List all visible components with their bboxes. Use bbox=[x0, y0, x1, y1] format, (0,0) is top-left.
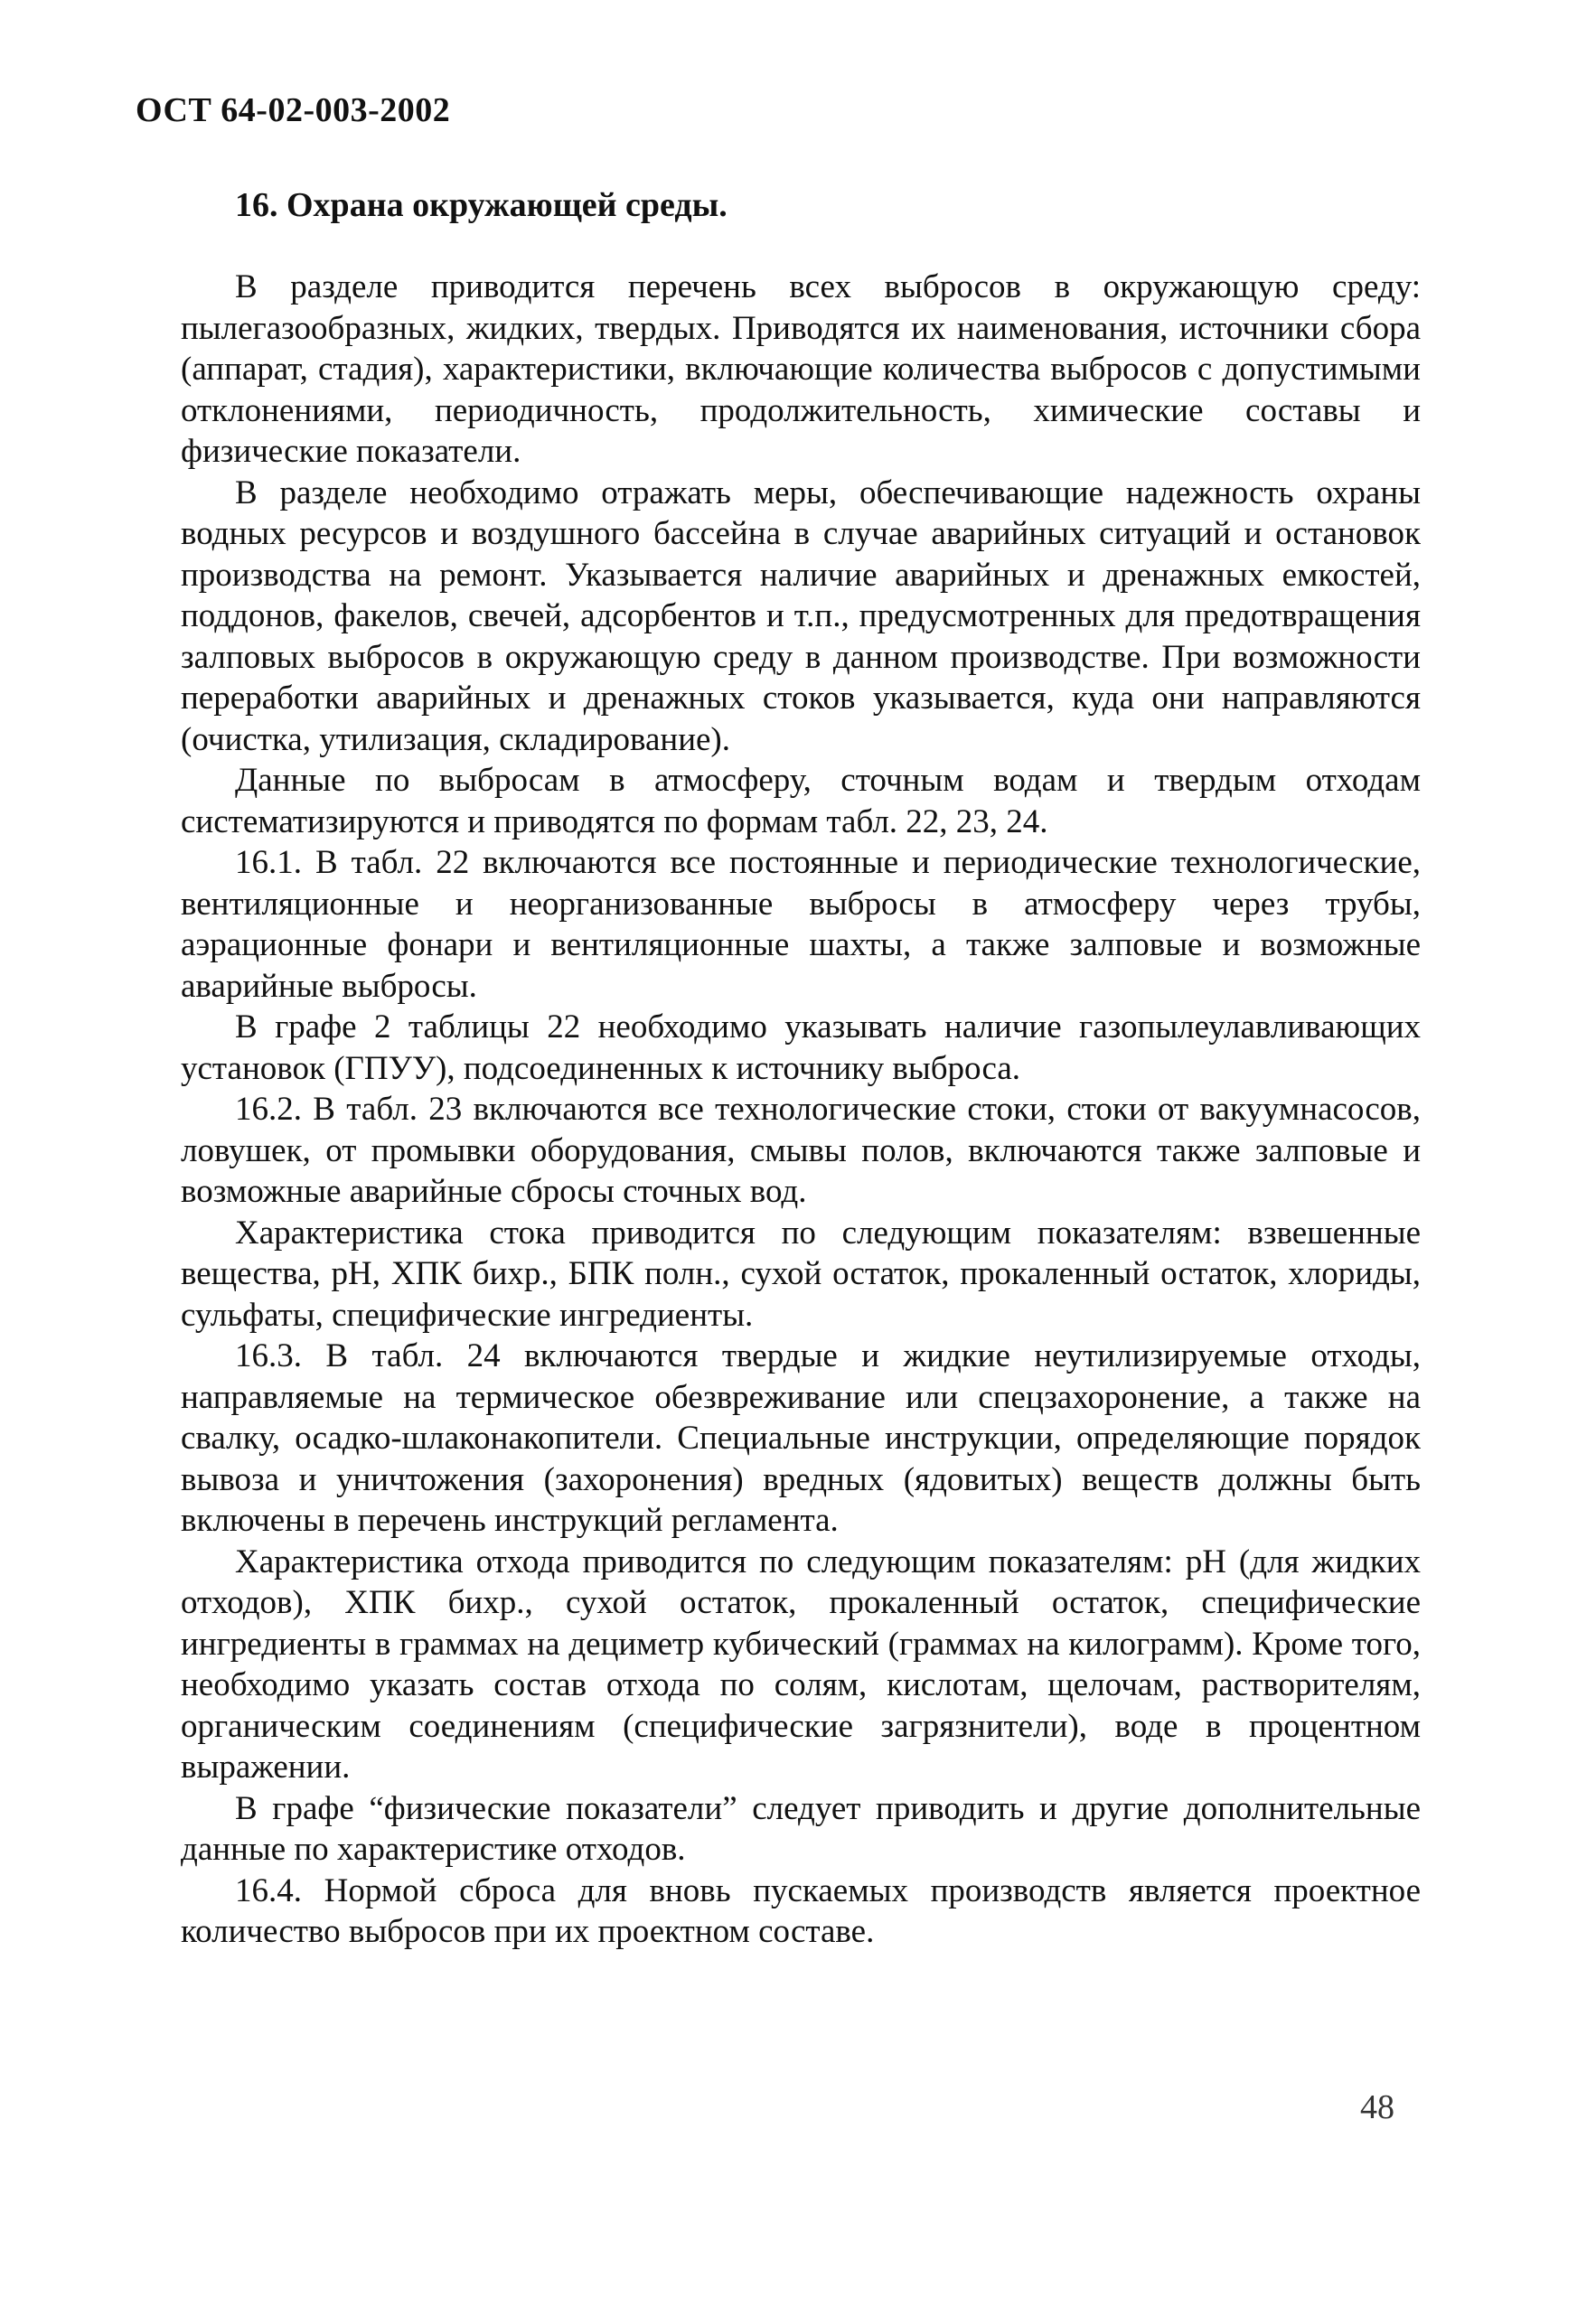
paragraph-effluent-characteristics: Характеристика стока приводится по следующим показателям: взвешенные вещества, pH, ХПК бихр., БПК полн., сухой остаток, прокаленный остаток, хлориды, сульфаты, специфические ингредиенты. bbox=[181, 1214, 1421, 1334]
paragraph-protection-measures: В разделе необходимо отражать меры, обеспечивающие надежность охраны водных ресурсов и воздушного бассейна в случае аварийных ситуаций и остановок производства на ремонт. Указывается наличие аварийных и дренажных емкостей, поддонов, факелов, свечей, адсорбентов и т.п., предусмотренных для предотвращения залповых выбросов в окружающую среду в данном производстве. При возможности переработки аварийных и дренажных стоков указывается, куда они направляются (очистка, утилизация, складирование). bbox=[181, 474, 1421, 758]
paragraph-physical-indicators: В графе “физические показатели” следует приводить и другие дополнительные данные по характеристике отходов. bbox=[181, 1789, 1421, 1868]
page-number: 48 bbox=[1360, 2088, 1394, 2126]
paragraph-emissions-list: В разделе приводится перечень всех выбросов в окружающую среду: пылегазообразных, жидких, твердых. Приводятся их наименования, источники сбора (аппарат, стадия), характеристики, включающие количества выбросов с допустимыми отклонениями, периодичность, продолжительность, химические составы и физические показатели. bbox=[181, 268, 1421, 470]
paragraph-table-22-column-2: В графе 2 таблицы 22 необходимо указывать наличие газопылеулавливающих установок (ГПУУ), подсоединенных к источнику выброса. bbox=[181, 1008, 1421, 1087]
paragraph-waste-characteristics: Характеристика отхода приводится по следующим показателям: pH (для жидких отходов), ХПК бихр., сухой остаток, прокаленный остаток, специфические ингредиенты в граммах на дециметр кубический (граммах на килограмм). Кроме того, необходимо указать состав отхода по солям, кислотам, щелочам, растворителям, органическим соединениям (специфические загрязнители), воде в процентном выражении. bbox=[181, 1543, 1421, 1786]
paragraph-16-2: 16.2. В табл. 23 включаются все технологические стоки, стоки от вакуумнасосов, ловушек, от промывки оборудования, смывы полов, включаются также залповые и возможные аварийные сбросы сточных вод. bbox=[181, 1091, 1421, 1210]
paragraph-16-3: 16.3. В табл. 24 включаются твердые и жидкие неутилизируемые отходы, направляемые на термическое обезвреживание или спецзахоронение, а также на свалку, осадко-шлаконакопители. Специальные инструкции, определяющие порядок вывоза и уничтожения (захоронения) вредных (ядовитых) веществ должны быть включены в перечень инструкций регламента. bbox=[181, 1337, 1421, 1539]
section-body bbox=[181, 267, 1421, 1953]
paragraph-16-4: 16.4. Нормой сброса для вновь пускаемых производств является проектное количество выбросов при их проектном составе. bbox=[181, 1871, 1421, 1950]
paragraph-16-1: 16.1. В табл. 22 включаются все постоянные и периодические технологические, вентиляционные и неорганизованные выбросы в атмосферу через трубы, аэрационные фонари и вентиляционные шахты, а также залповые и возможные аварийные выбросы. bbox=[181, 844, 1421, 1005]
document-code: ОСТ 64-02-003-2002 bbox=[136, 91, 451, 129]
paragraph-data-tables: Данные по выбросам в атмосферу, сточным водам и твердым отходам систематизируются и приводятся по формам табл. 22, 23, 24. bbox=[181, 762, 1421, 840]
section-title: 16. Охрана окружающей среды. bbox=[235, 186, 728, 224]
